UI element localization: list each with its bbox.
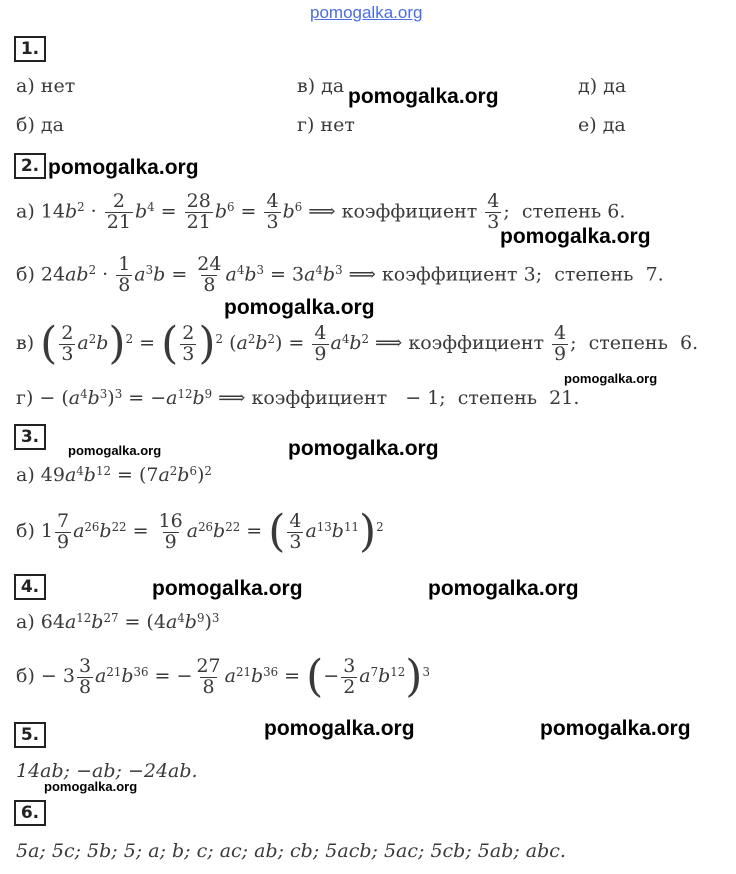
answer-5: 14ab; −ab; −24ab.	[16, 760, 198, 782]
equation-4a: а) $64a^{12}b^{27} = (4a^4b^9)^3$	[16, 610, 220, 633]
watermark: pomogalka.org	[48, 156, 199, 179]
equation-3a: а) $49a^4b^{12} = (7a^2b^6)^2$	[16, 463, 212, 486]
equation-2v: в) ( $\frac{2}{3}$ $a^2b)^2$ = ( $\frac{2}{3}$ )$^2$ $(a^2b^2)$ = $\frac{4}{9}$ $a^4b^2$ ⟹ коэффициент $\frac{4}{9}$ ; степень 6.	[16, 318, 699, 369]
watermark: pomogalka.org	[224, 296, 375, 319]
watermark: pomogalka.org	[500, 225, 651, 248]
section-number-5: 5.	[14, 722, 46, 748]
section-number-1: 1.	[14, 36, 46, 62]
watermark: pomogalka.org	[564, 371, 658, 386]
watermark: pomogalka.org	[44, 779, 138, 794]
equation-2b: б) $24ab^2$ · $\frac{1}{8}$ $a^3b$ = $\frac{24}{8}$ $a^4b^3 = 3a^4b^3$ ⟹ коэффициент 3; степень 7.	[16, 253, 664, 296]
section-number-4: 4.	[14, 574, 46, 600]
answer-1e: е) да	[578, 114, 626, 136]
answer-1d: д) да	[578, 75, 627, 97]
equation-3b: б) 1 $\frac{7}{9}$ $a^{26}b^{22}$ = $\frac{16}{9}$ $a^{26}b^{22}$ = ( $\frac{4}{3}$ $a^{13}b^{11})^2$	[16, 506, 384, 557]
watermark: pomogalka.org	[152, 577, 303, 600]
watermark: pomogalka.org	[68, 443, 162, 458]
equation-4b: б) − 3 $\frac{3}{8}$ $a^{21}b^{36}$ = − $\frac{27}{8}$ $a^{21}b^{36}$ = (− $\frac{3}{2}$ $a^7b^{12})^3$	[16, 651, 430, 702]
equation-2g: $г) - (a^4b^3)^3 = -a^{12}b^9$ ⟹ коэффициент − 1; степень 21.	[16, 386, 580, 409]
answer-1g: г) нет	[297, 114, 355, 136]
watermark: pomogalka.org	[428, 577, 579, 600]
watermark: pomogalka.org	[348, 85, 499, 108]
section-number-3: 3.	[14, 424, 46, 450]
equation-2a: а) $14b^2$ · $\frac{2}{21}$ $b^4$ = $\frac{28}{21}$ $b^6$ = $\frac{4}{3}$ $b^6$ ⟹ коэффициент $\frac{4}{3}$ ; степень 6.	[16, 190, 626, 233]
answer-1a: а) нет	[16, 75, 76, 97]
watermark: pomogalka.org	[288, 437, 439, 460]
site-link-watermark[interactable]: pomogalka.org	[310, 3, 423, 22]
section-number-2: 2.	[14, 153, 46, 179]
section-number-6: 6.	[14, 800, 46, 826]
answer-6: 5a; 5c; 5b; 5; a; b; c; ac; ab; cb; 5acb; 5ac; 5cb; 5ab; abc.	[16, 840, 566, 862]
watermark: pomogalka.org	[540, 717, 691, 740]
answer-1v: в) да	[297, 75, 345, 97]
watermark: pomogalka.org	[264, 717, 415, 740]
answer-1b: б) да	[16, 114, 64, 136]
